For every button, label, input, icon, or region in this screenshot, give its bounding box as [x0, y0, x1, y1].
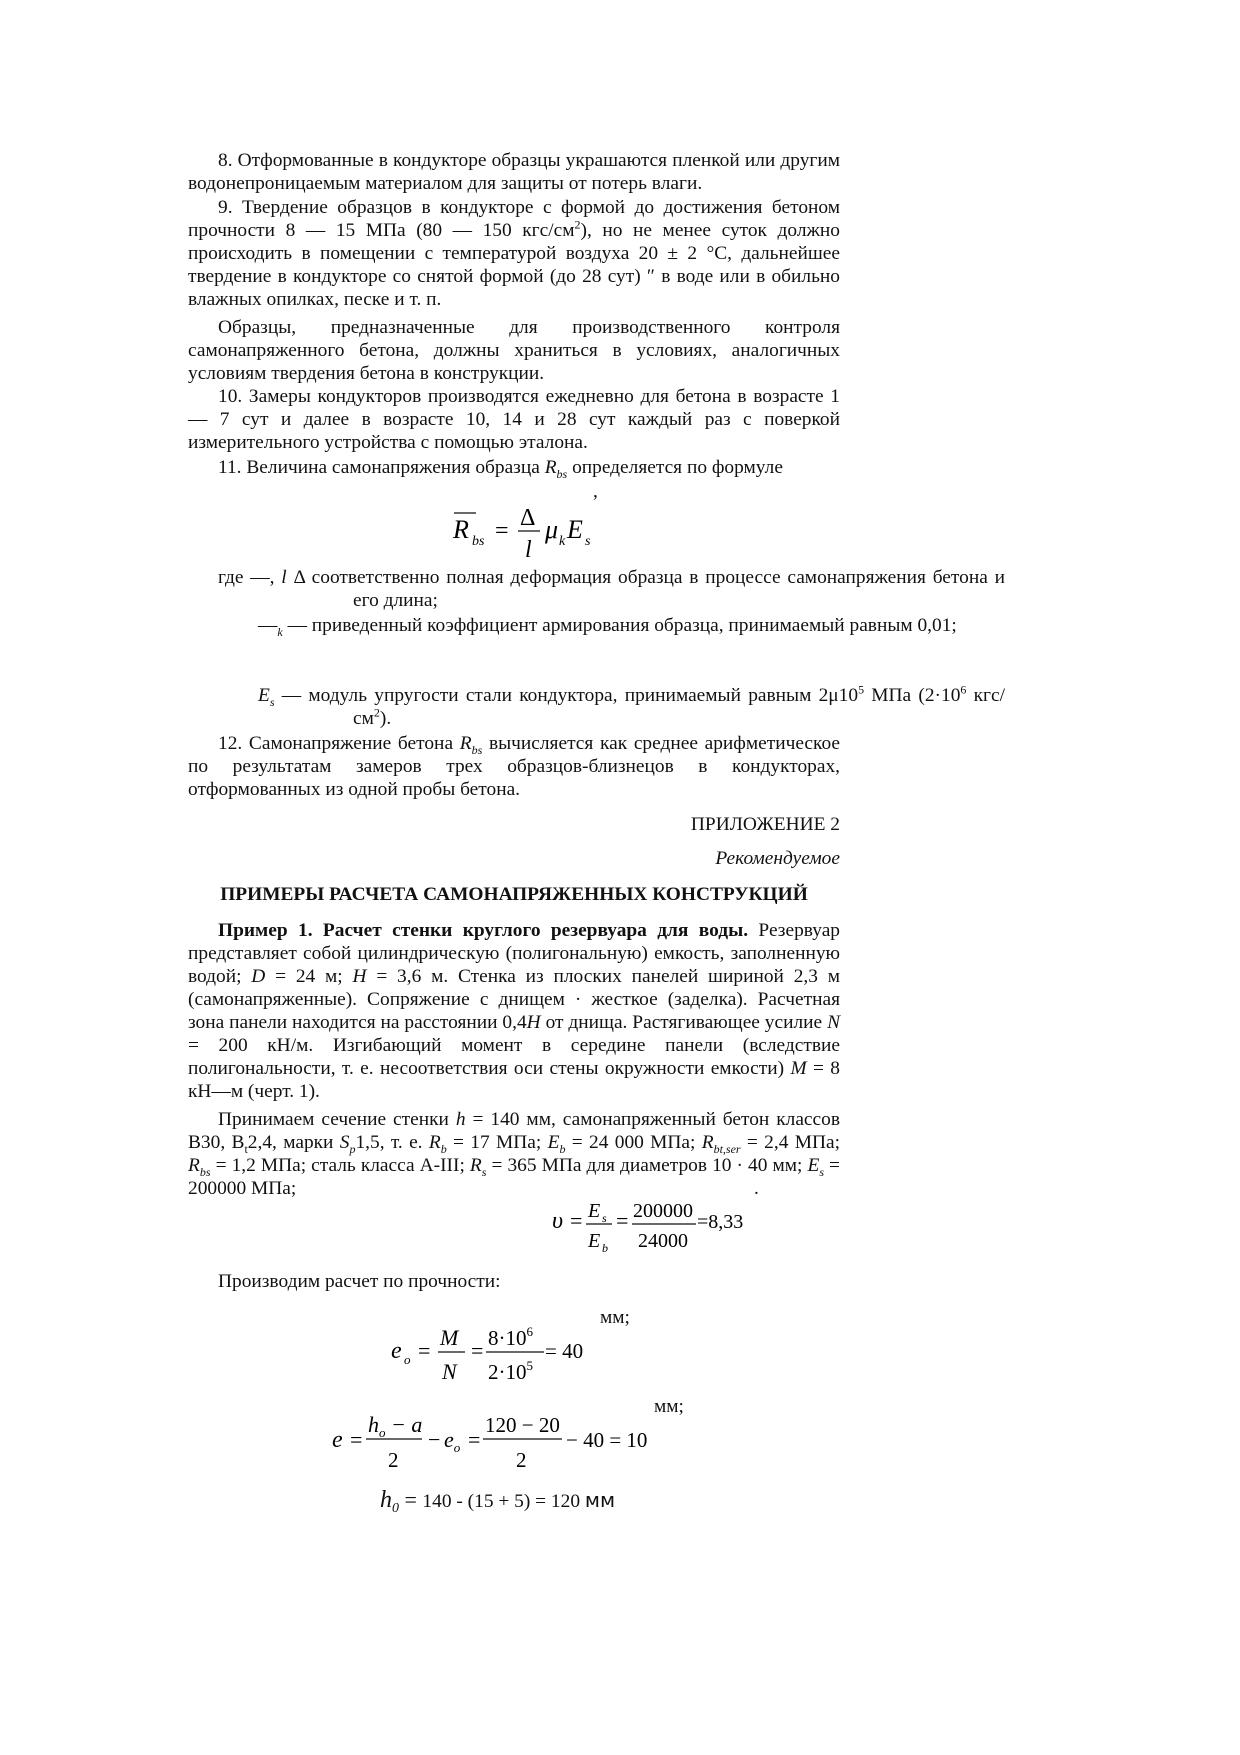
- formula-Eb: E: [588, 1230, 601, 1252]
- mm-unit-1: мм;: [600, 1307, 630, 1328]
- formula-eq-4: =: [471, 1338, 484, 1363]
- definition-Es: $E_s$ — модуль упругости стали кондуктора, принимаемый равным $2\mu 10^5$ МПа ($2\cdot 10^6$ кгс/$см^2$).: [258, 682, 1005, 729]
- dot-mark: .: [754, 1178, 759, 1199]
- paragraph-11: 11. Величина самонапряжения образца $R_{bs}$ определяется по формуле: [218, 457, 783, 481]
- formula-e-sub: o: [404, 1352, 411, 1367]
- formula-R-sub: bs: [472, 534, 485, 549]
- formula-eq-5: =: [350, 1427, 363, 1452]
- paragraph-10: 10. Замеры кондукторов производятся ежедневно для бетона в возрасте 1 — 7 сут и далее в возрасте 10, 14 и 28 сут каждый раз с поверкой измерительного устройства с помощью эталона.: [188, 386, 840, 453]
- formula-two-2: 2: [516, 1448, 527, 1472]
- formula-mu: μ: [545, 515, 559, 544]
- formula-E: E: [567, 515, 583, 544]
- formula-eq-6: =: [468, 1427, 481, 1452]
- paragraph-12: 12. Самонапряжение бетона $R_{bs}$ вычисляется как среднее арифметическое по результатам замеров трех образцов-близнецов в кондукторах, отформованных из одной пробы бетона.: [188, 733, 840, 800]
- formula-e-o: $e_o$: [444, 1427, 461, 1455]
- mm-unit-2: мм;: [654, 1396, 684, 1417]
- formula-den: 24000: [638, 1230, 688, 1252]
- formula-l: l: [525, 537, 532, 563]
- paragraph-samples: Образцы, предназначенные для производственного контроля самонапряженного бетона, должны храниться в условиях, аналогичных условиям твердения бетона в конструкции.: [188, 317, 840, 384]
- formula-R: R: [453, 515, 469, 544]
- section-paragraph: Принимаем сечение стенки h = 140 мм, самонапряженный бетон классов B30, $B_t2,4$, марки $S_p1,5$, т. е. $R_b = 17$ МПа; $E_b = 24$ 000 МПа; $R_{bt,ser} = 2,4$ МПа; $R_{bs} = 1,2$ МПа; сталь класса А-III; $R_s = 365$ МПа для диаметров 10 · 40 мм; $E_s = 200000$ МПа;: [188, 1109, 840, 1199]
- formula-s: s: [585, 534, 591, 549]
- comma-mark: ,: [593, 481, 598, 502]
- example-1-paragraph: Пример 1. Расчет стенки круглого резервуара для воды. Резервуар представляет собой цилиндрическую (полигональную) емкость, заполненную водой; D = 24 м; H = 3,6 м. Стенка из плоских панелей шириной 2,3 м (самонапряженные). Сопряжение с днищем · жесткое (заделка). Расчетная зона панели находится на расстоянии 0,4H от днища. Растягивающее усилие N = 200 кН/м. Изгибающий момент в середине панели (вследствие полигональности, т. е. несоответствия оси стены окружности емкости) M = 8 кН—м (черт. 1).: [188, 920, 840, 1102]
- formula-Es: E: [588, 1200, 601, 1222]
- appendix-label: ПРИЛОЖЕНИЕ 2: [690, 814, 840, 835]
- formula-result-4: − 40 = 10: [566, 1428, 648, 1452]
- formula-eq-3: =: [418, 1338, 431, 1363]
- section-heading: ПРИМЕРЫ РАСЧЕТА САМОНАПРЯЖЕННЫХ КОНСТРУКЦИЙ: [220, 884, 808, 905]
- formula-nu: υ: [552, 1208, 564, 1234]
- formula-h-num: $h_o - a$: [368, 1412, 423, 1440]
- paragraph-8: 8. Отформованные в кондукторе образцы украшаются пленкой или другим водонепроницаемым материалом для защиты от потерь влаги.: [188, 150, 840, 194]
- formula-N: N: [442, 1359, 457, 1384]
- formula-num-4: 120 − 20: [485, 1413, 560, 1437]
- strength-calc-line: Производим расчет по прочности:: [218, 1271, 501, 1292]
- recommended-label: Рекомендуемое: [715, 848, 840, 869]
- formula-e: e: [391, 1338, 402, 1364]
- formula-eq-2: =: [616, 1208, 629, 1233]
- definition-mu-k: $—_k$ — приведенный коэффициент армирования образца, принимаемый равным 0,01;: [258, 615, 957, 639]
- formula-result: =8,33: [697, 1211, 744, 1233]
- formula-two: 2: [388, 1448, 399, 1472]
- paragraph-9: 9. Твердение образцов в кондукторе с формой до достижения бетоном прочности 8 — 15 МПа (80 — 150 кгс/$см^2$), но не менее суток должно происходить в помещении с температурой воздуха 20 ± 2 °С, дальнейшее твердение в кондукторе со снятой формой (до 28 сут) ″ в воде или в обильно влажных опилках, песке и т. п.: [188, 197, 840, 310]
- formula-eq: =: [495, 518, 509, 544]
- formula-k: k: [559, 534, 566, 549]
- formula-self-stress: [450, 495, 610, 565]
- formula-minus: −: [428, 1427, 441, 1452]
- formula-ratio: [550, 1195, 760, 1257]
- formula-num: 200000: [633, 1200, 693, 1222]
- h0-line: $h_0 = 140 - (15 + 5) = 120$ мм: [380, 1487, 616, 1516]
- formula-e-2: e: [332, 1427, 343, 1453]
- formula-num-3: $8\cdot 10^6$: [488, 1324, 533, 1350]
- definition-delta-l: где —, l Δ соответственно полная деформация образца в процессе самонапряжения бетона и его длина;: [218, 567, 1005, 611]
- formula-eccentricity-0: [385, 1318, 605, 1390]
- formula-eccentricity: [330, 1405, 660, 1477]
- formula-den-3: $2\cdot 10^5$: [488, 1358, 533, 1384]
- formula-M: M: [440, 1325, 459, 1350]
- formula-eq-1: =: [570, 1208, 583, 1233]
- formula-Es-sub: s: [602, 1211, 607, 1225]
- formula-delta: Δ: [520, 505, 536, 531]
- formula-result-3: = 40: [545, 1339, 584, 1363]
- formula-Eb-sub: b: [602, 1241, 608, 1255]
